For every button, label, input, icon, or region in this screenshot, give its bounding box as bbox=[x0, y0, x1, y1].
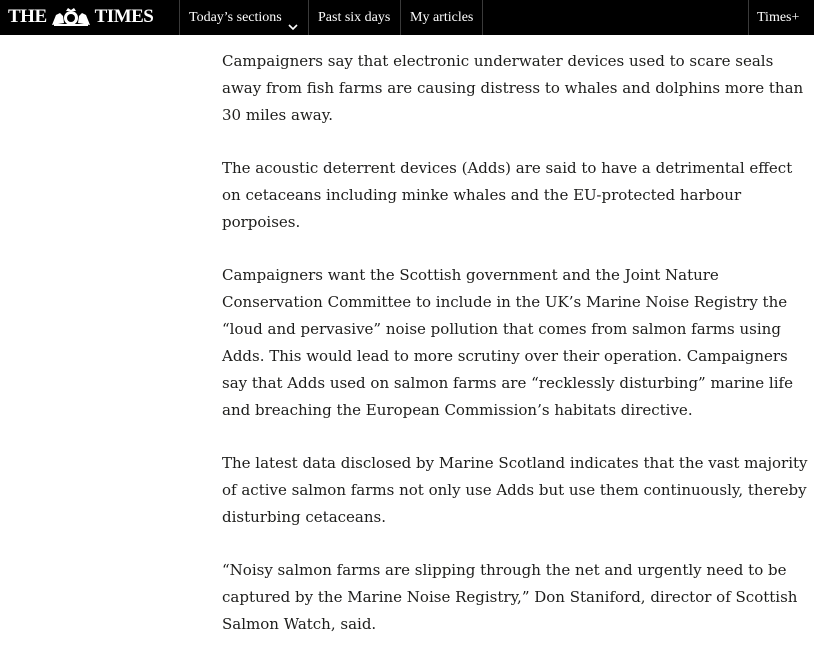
nav-divider bbox=[179, 0, 180, 35]
chevron-down-icon bbox=[288, 11, 298, 21]
logo-text-times: TIMES bbox=[94, 6, 154, 27]
my-articles-link[interactable]: My articles bbox=[410, 10, 474, 25]
todays-sections-label: Today’s sections bbox=[189, 10, 282, 25]
article-paragraph: The latest data disclosed by Marine Scotland indicates that the vast majority of active salmon farms not only use Adds but use them continuously, thereby disturbing cetaceans. bbox=[222, 454, 808, 526]
article-paragraph: Campaigners want the Scottish government and the Joint Nature Conservation Committee to include in the UK’s Marine Noise Registry the “loud and pervasive” noise pollution that comes from salmon farms using Adds. This would lead to more scrutiny over their operation. Campaigners say that Adds used on salmon farms are “recklessly disturbing” marine life and breaching the European Commission’s habitats directive. bbox=[222, 266, 793, 419]
times-logo[interactable] bbox=[8, 6, 153, 28]
royal-crest-icon bbox=[50, 7, 92, 27]
past-six-days-link[interactable]: Past six days bbox=[318, 10, 391, 25]
article-body bbox=[222, 48, 812, 664]
times-plus-link[interactable]: Times+ bbox=[757, 10, 800, 25]
nav-divider bbox=[748, 0, 749, 35]
article-paragraph: Campaigners say that electronic underwater devices used to scare seals away from fish farms are causing distress to whales and dolphins more than 30 miles away. bbox=[222, 52, 804, 124]
nav-divider bbox=[482, 0, 483, 35]
logo-text-the: THE bbox=[8, 6, 47, 27]
todays-sections-menu[interactable] bbox=[189, 0, 298, 35]
article-paragraph: The acoustic deterrent devices (Adds) are said to have a detrimental effect on cetaceans including minke whales and the EU-protected harbour porpoises. bbox=[222, 159, 793, 231]
top-navigation-bar bbox=[0, 0, 814, 35]
nav-divider bbox=[308, 0, 309, 35]
nav-divider bbox=[400, 0, 401, 35]
article-paragraph: “Noisy salmon farms are slipping through the net and urgently need to be captured by the Marine Noise Registry,” Don Staniford, director of Scottish Salmon Watch, said. bbox=[222, 561, 798, 633]
